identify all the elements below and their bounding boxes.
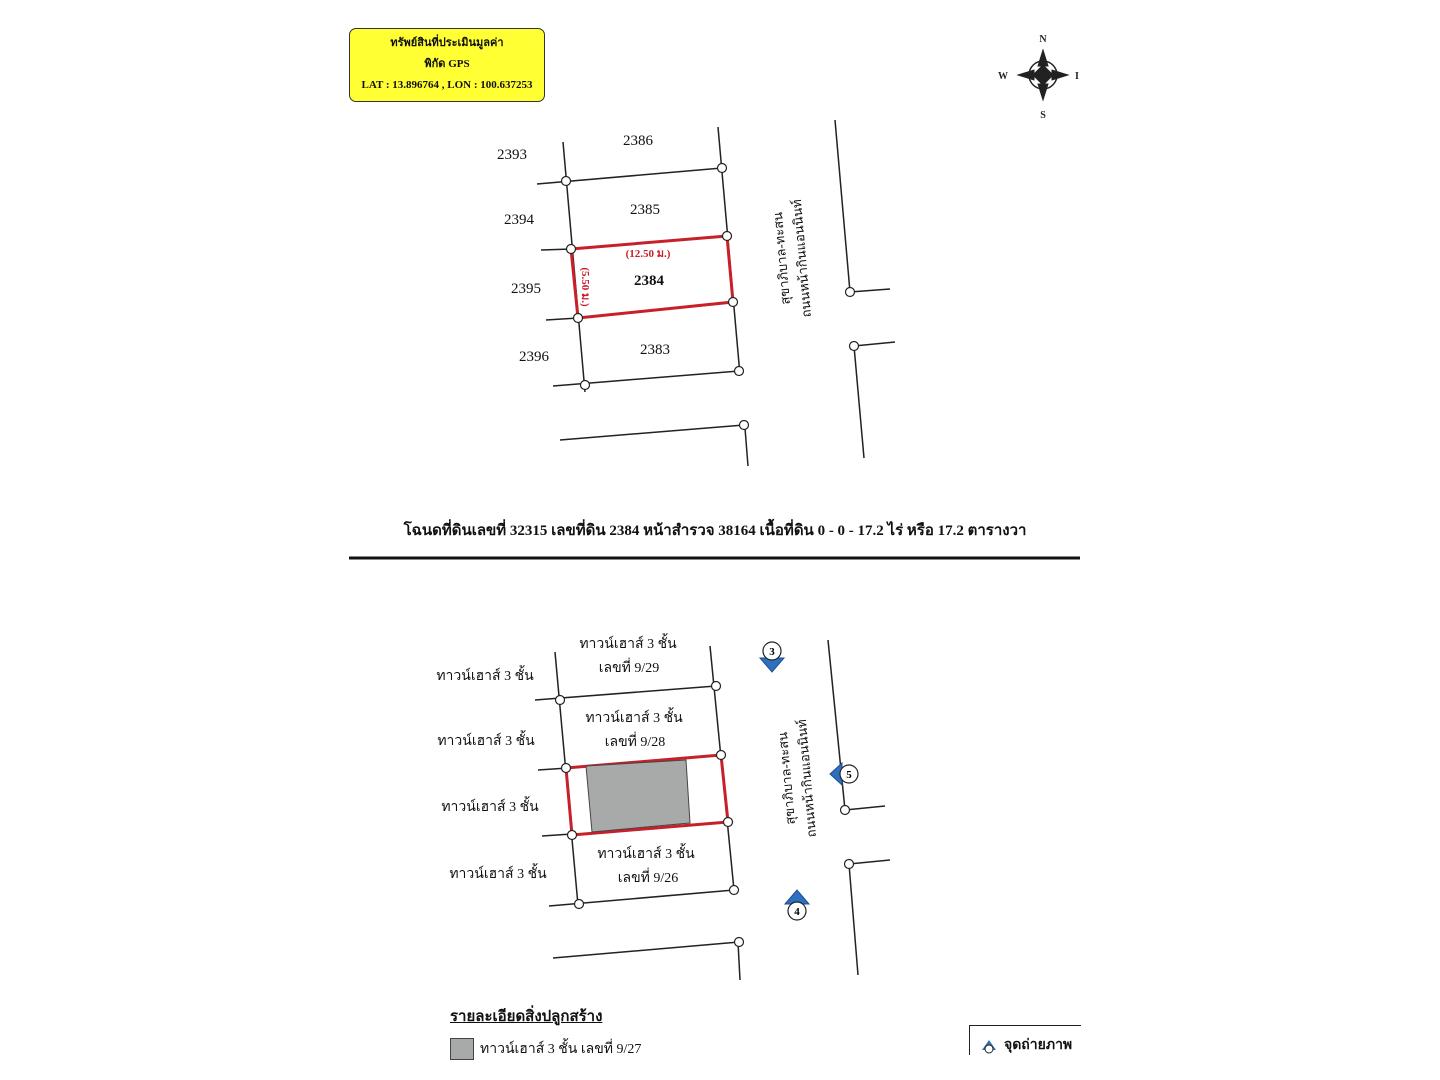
legend-item-label: ทาวน์เฮาส์ 3 ชั้น เลขที่ 9/27	[480, 1042, 642, 1057]
parcel-2386-label: 2386	[623, 133, 653, 149]
compass-north: N	[1039, 34, 1047, 45]
compass-east: I	[1075, 71, 1079, 82]
parcel-2384-label: 2384	[634, 273, 664, 289]
photo-point-legend-label: จุดถ่ายภาพ	[1004, 1037, 1073, 1053]
photo-point-5	[830, 763, 858, 785]
building-footprint	[586, 760, 690, 832]
building-mid-number: เลขที่ 9/28	[604, 735, 666, 750]
building-upper-number: เลขที่ 9/29	[598, 661, 660, 676]
building-mid-type: ทาวน์เฮาส์ 3 ชั้น	[585, 711, 683, 726]
photo-point-4	[785, 890, 809, 920]
building-upper-type: ทาวน์เฮาส์ 3 ชั้น	[579, 637, 677, 652]
title-deed-caption	[0, 518, 1440, 542]
top-road-name-line2: สุขาภิบาล-ทะสน	[769, 211, 794, 306]
gps-subtitle: พิกัด GPS	[424, 58, 470, 70]
parcel-2383-label: 2383	[640, 342, 670, 358]
bottom-road-name-line2: สุขาภิบาล-ทะสน	[774, 731, 799, 826]
compass-south: S	[1040, 110, 1046, 121]
legend-title: รายละเอียดสิ่งปลูกสร้าง	[450, 1009, 603, 1025]
parcel-depth-label: (5.50 ม.)	[579, 267, 591, 307]
building-swatch	[450, 1038, 474, 1060]
top-road-name-line1: ถนนหน้ากินแอนนินท์	[788, 198, 815, 319]
gps-title: ทรัพย์สินที่ประเมินมูลค่า	[390, 37, 504, 49]
gps-coordinates: LAT : 13.896764 , LON : 100.637253	[361, 79, 533, 91]
bottom-building-labels	[436, 633, 819, 886]
building-lower-number: เลขที่ 9/26	[617, 871, 679, 886]
photo-point-3	[760, 642, 784, 672]
photo-point-number: 4	[794, 906, 800, 918]
legend-item	[450, 1038, 641, 1060]
top-parcel-labels	[497, 133, 814, 365]
building-lower-type: ทาวน์เฮาส์ 3 ชั้น	[597, 847, 695, 862]
building-left-2: ทาวน์เฮาส์ 3 ชั้น	[437, 734, 535, 749]
compass-west: W	[998, 71, 1008, 82]
photo-point-icon	[980, 1036, 998, 1054]
parcel-2394-label: 2394	[504, 212, 534, 228]
bottom-building-map	[535, 640, 890, 980]
photo-point-number: 3	[769, 646, 775, 658]
parcel-2396-label: 2396	[519, 349, 549, 365]
building-left-4: ทาวน์เฮาส์ 3 ชั้น	[449, 867, 547, 882]
parcel-2385-label: 2385	[630, 202, 660, 218]
gps-info-box	[349, 28, 545, 102]
parcel-2395-label: 2395	[511, 281, 541, 297]
bottom-road-name-line1: ถนนหน้ากินแอนนินท์	[793, 718, 820, 839]
photo-point-number: 5	[846, 769, 852, 781]
building-left-1: ทาวน์เฮาส์ 3 ชั้น	[436, 669, 534, 684]
building-left-3: ทาวน์เฮาส์ 3 ชั้น	[441, 800, 539, 815]
title-deed-text: โฉนดที่ดินเลขที่ 32315 เลขที่ดิน 2384 หน้าสำรวจ 38164 เนื้อที่ดิน 0 - 0 - 17.2 ไร่ หรือ 17.2 ตารางวา	[403, 523, 1027, 539]
parcel-width-label: (12.50 ม.)	[625, 248, 671, 260]
photo-point-legend	[969, 1025, 1081, 1055]
compass-icon	[998, 34, 1079, 121]
parcel-2393-label: 2393	[497, 147, 527, 163]
building-legend	[450, 1004, 641, 1060]
